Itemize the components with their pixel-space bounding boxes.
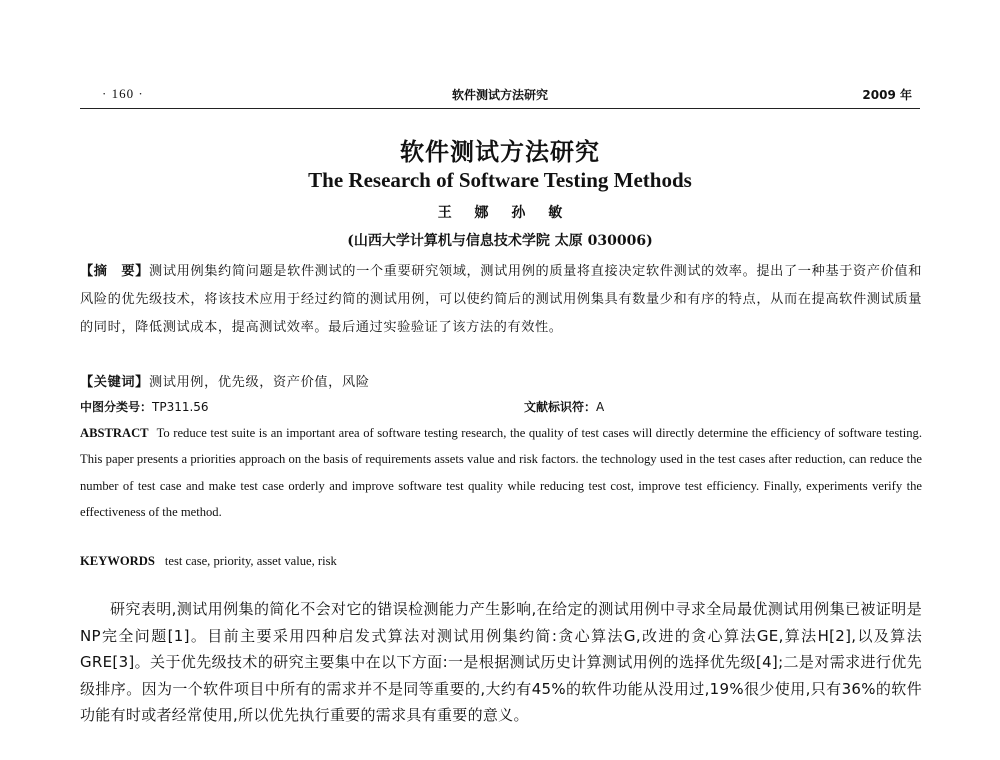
header-year: 2009 年: [862, 88, 912, 102]
doc-code-label: 文献标识符：: [524, 400, 597, 414]
body-paragraph: 研究表明,测试用例集的简化不会对它的错误检测能力产生影响,在给定的测试用例中寻求全局最优测试用例集已被证明是NP完全问题[1]。目前主要采用四种启发式算法对测试用例集约简:贪心算法G,改进的贪心算法GE,算法H[2],以及算法GRE[3]。关于优先级技术的研究主要集中在以下方面:一是根据测试历史计算测试用例的选择优先级[4];二是对需求进行优先级排序。因为一个软件项目中所有的需求并不是同等重要的,大约有45%的软件功能从没用过,19%很少使用,只有36%的软件功能有时或者经常使用,所以优先执行重要的需求具有重要的意义。: [80, 600, 922, 725]
english-keywords-text: test case, priority, asset value, risk: [164, 554, 337, 568]
chinese-abstract-text: 测试用例集约简问题是软件测试的一个重要研究领域，测试用例的质量将直接决定软件测试的效率。提出了一种基于资产价值和风险的优先级技术，将该技术应用于经过约简的测试用例，可以使约简后的测试用例集具有数量少和有序的特点，从而在提高软件测试质量的同时，降低测试成本，提高测试效率。最后通过实验验证了该方法的有效性。: [80, 264, 922, 335]
page-header: [80, 84, 920, 106]
document-code: [524, 398, 604, 415]
english-keywords: [80, 550, 922, 572]
article-title-english: The Research of Software Testing Methods: [308, 168, 692, 192]
english-abstract: [80, 420, 922, 526]
header-rule: [80, 108, 920, 109]
article-title-chinese: 软件测试方法研究: [400, 138, 600, 166]
author-affiliation: (山西大学计算机与信息技术学院 太原 030006): [347, 233, 653, 249]
classification-line: [80, 398, 922, 418]
english-abstract-text: To reduce test suite is an important area of software testing research, the quality of test cases will directly determine the efficiency of software testing. This paper presents a priorities approach on the basis of requirements assets value and risk factors. the technology used in the test cases after reduction, can reduce the number of test case and make test case orderly and improve software test quality while reducing test cost, improve test efficiency. Finally, experiments verify the effectiveness of the method.: [80, 426, 922, 520]
chinese-abstract: [80, 258, 922, 342]
english-keywords-label: KEYWORDS: [80, 554, 155, 568]
page-number: · 160 ·: [102, 86, 144, 101]
chinese-keywords-text: 测试用例，优先级，资产价值，风险: [148, 375, 370, 390]
clc-label: 中图分类号：: [80, 400, 153, 414]
doc-code-value: A: [596, 400, 605, 414]
clc-value: TP311.56: [152, 400, 209, 414]
author-names: 王 娜 孙 敏: [437, 205, 563, 221]
running-title: 软件测试方法研究: [451, 88, 548, 102]
chinese-abstract-label: 【摘 要】: [80, 264, 150, 279]
english-abstract-label: ABSTRACT: [80, 426, 149, 440]
chinese-keywords-label: 【关键词】: [80, 375, 149, 390]
chinese-keywords: [80, 372, 922, 394]
